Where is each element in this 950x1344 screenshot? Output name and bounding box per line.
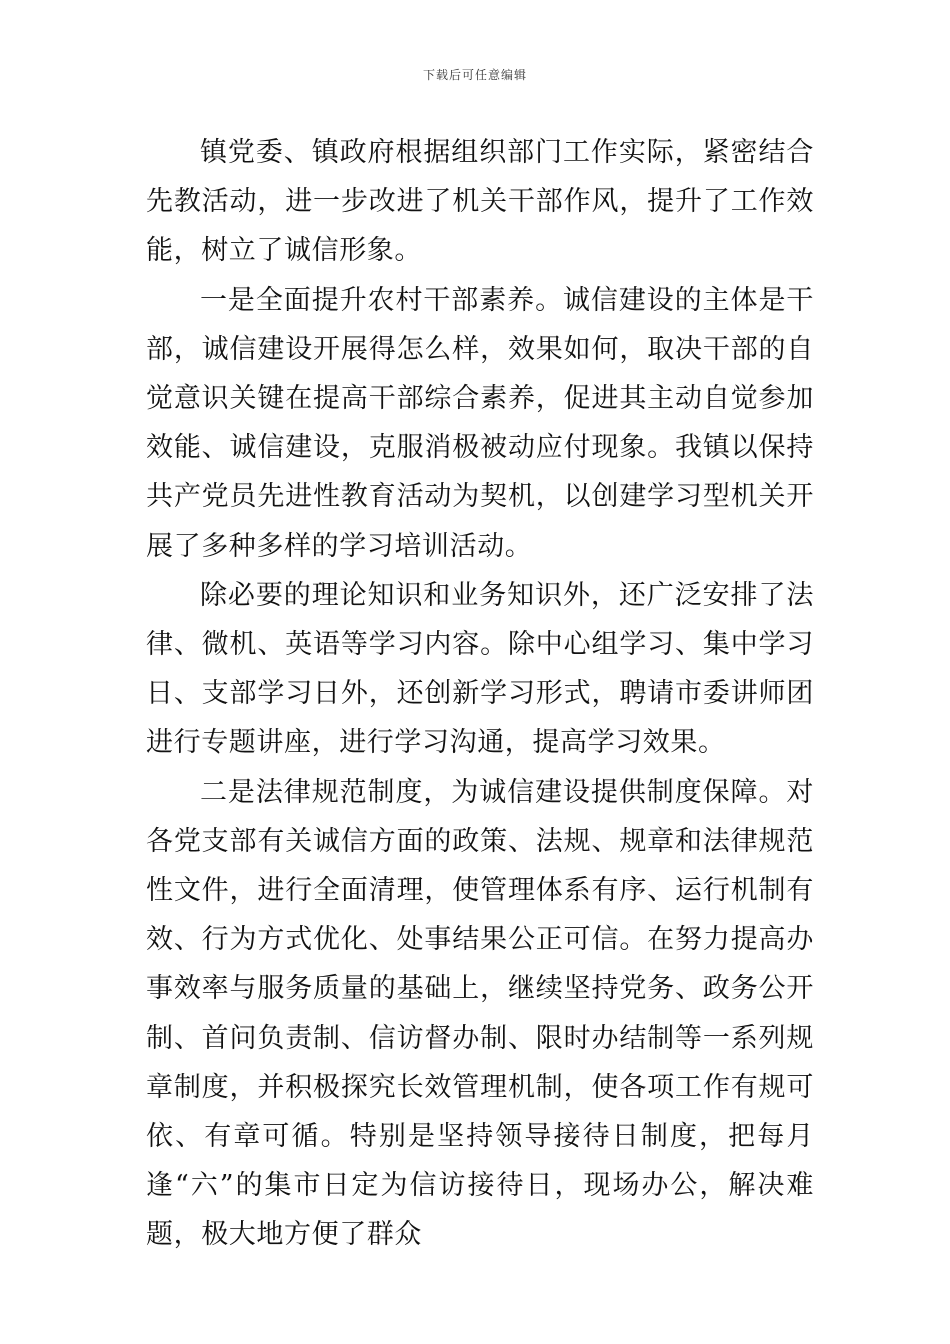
document-body [146,128,814,1260]
page-header-note: 下载后可任意编辑 [422,68,527,82]
paragraph-study-content: 除必要的理论知识和业务知识外，还广泛安排了法律、微机、英语等学习内容。除中心组学习、集中学习日、支部学习日外，还创新学习形式，聘请市委讲师团进行专题讲座，进行学习沟通，提高学习效果。 [146,579,814,759]
paragraph-intro: 镇党委、镇政府根据组织部门工作实际，紧密结合先教活动，进一步改进了机关干部作风，提升了工作效能，树立了诚信形象。 [146,137,814,267]
paragraph-legal-system: 二是法律规范制度，为诚信建设提供制度保障。对各党支部有关诚信方面的政策、法规、规章和法律规范性文件，进行全面清理，使管理体系有序、运行机制有效、行为方式优化、处事结果公正可信。在努力提高办事效率与服务质量的基础上，继续坚持党务、政务公开制、首问负责制、信访督办制、限时办结制等一系列规章制度，并积极探究长效管理机制，使各项工作有规可依、有章可循。特别是坚持领导接待日制度，把每月逢“六”的集市日定为信访接待日，现场办公，解决难题，极大地方便了群众 [146,776,814,1251]
paragraph-cadre-quality: 一是全面提升农村干部素养。诚信建设的主体是干部，诚信建设开展得怎么样，效果如何，取决干部的自觉意识关键在提高干部综合素养，促进其主动自觉参加效能、诚信建设，克服消极被动应付现象。我镇以保持共产党员先进性教育活动为契机，以创建学习型机关开展了多种多样的学习培训活动。 [146,284,814,562]
